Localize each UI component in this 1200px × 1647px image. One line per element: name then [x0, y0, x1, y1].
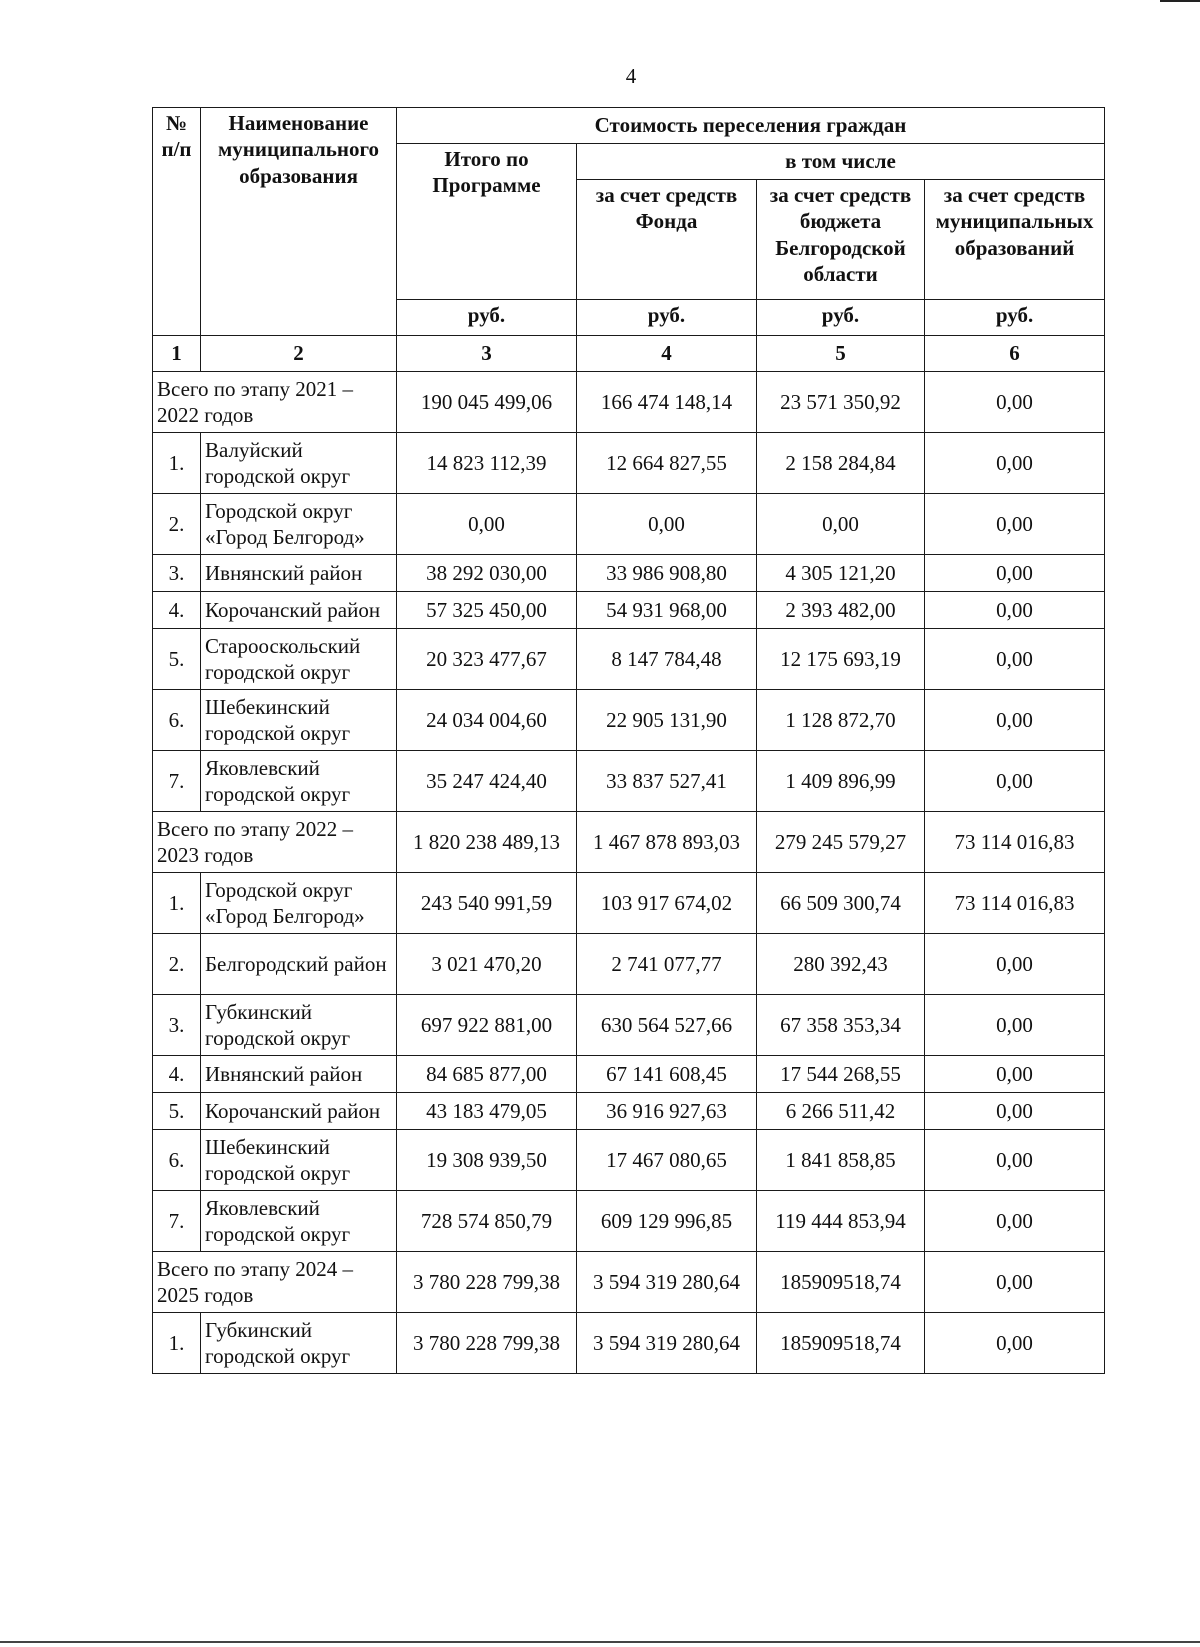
- stage-total-row: [153, 812, 1105, 873]
- row-index: 6.: [153, 690, 201, 751]
- stage-fund: 3 594 319 280,64: [577, 1252, 757, 1313]
- row-municipal: 0,00: [925, 494, 1105, 555]
- row-total: 24 034 004,60: [397, 690, 577, 751]
- table-row: [153, 1093, 1105, 1130]
- stage-region: 185909518,74: [757, 1252, 925, 1313]
- table-row: [153, 629, 1105, 690]
- row-municipality-name: Городской округ «Город Белгород»: [201, 873, 397, 934]
- header-col-fund: за счет средств Фонда: [577, 180, 757, 300]
- row-municipality-name: Корочанский район: [201, 592, 397, 629]
- row-region: 6 266 511,42: [757, 1093, 925, 1130]
- row-municipal: 0,00: [925, 1313, 1105, 1374]
- unit-total: руб.: [397, 300, 577, 336]
- row-municipality-name: Городской округ «Город Белгород»: [201, 494, 397, 555]
- header-col-num: № п/п: [153, 108, 201, 336]
- scan-edge-line: [0, 1641, 1200, 1643]
- row-fund: 17 467 080,65: [577, 1130, 757, 1191]
- row-fund: 33 986 908,80: [577, 555, 757, 592]
- row-total: 38 292 030,00: [397, 555, 577, 592]
- column-number: 1: [153, 336, 201, 372]
- stage-total-row: [153, 1252, 1105, 1313]
- table-row: [153, 751, 1105, 812]
- table-row: [153, 433, 1105, 494]
- row-fund: 67 141 608,45: [577, 1056, 757, 1093]
- column-number: 3: [397, 336, 577, 372]
- row-region: 185909518,74: [757, 1313, 925, 1374]
- stage-total: 190 045 499,06: [397, 372, 577, 433]
- table-row: [153, 934, 1105, 995]
- row-total: 57 325 450,00: [397, 592, 577, 629]
- stage-title: Всего по этапу 2021 – 2022 годов: [153, 372, 397, 433]
- row-fund: 36 916 927,63: [577, 1093, 757, 1130]
- row-fund: 12 664 827,55: [577, 433, 757, 494]
- row-index: 2.: [153, 494, 201, 555]
- row-total: 3 021 470,20: [397, 934, 577, 995]
- table-row: [153, 1130, 1105, 1191]
- row-municipal: 73 114 016,83: [925, 873, 1105, 934]
- table-row: [153, 592, 1105, 629]
- unit-region: руб.: [757, 300, 925, 336]
- stage-municipal: 0,00: [925, 372, 1105, 433]
- row-municipality-name: Шебекинский городской округ: [201, 1130, 397, 1191]
- row-total: 728 574 850,79: [397, 1191, 577, 1252]
- row-total: 35 247 424,40: [397, 751, 577, 812]
- table-row: [153, 1191, 1105, 1252]
- row-municipality-name: Губкинский городской округ: [201, 995, 397, 1056]
- table-row: [153, 995, 1105, 1056]
- stage-fund: 166 474 148,14: [577, 372, 757, 433]
- row-index: 2.: [153, 934, 201, 995]
- row-fund: 54 931 968,00: [577, 592, 757, 629]
- row-region: 1 409 896,99: [757, 751, 925, 812]
- page-number: 4: [625, 64, 637, 88]
- row-fund: 2 741 077,77: [577, 934, 757, 995]
- row-total: 43 183 479,05: [397, 1093, 577, 1130]
- row-fund: 22 905 131,90: [577, 690, 757, 751]
- column-number: 5: [757, 336, 925, 372]
- header-col-region: за счет средств бюджета Белгородской области: [757, 180, 925, 300]
- unit-fund: руб.: [577, 300, 757, 336]
- row-region: 17 544 268,55: [757, 1056, 925, 1093]
- row-region: 2 393 482,00: [757, 592, 925, 629]
- stage-fund: 1 467 878 893,03: [577, 812, 757, 873]
- table-row: [153, 555, 1105, 592]
- row-municipality-name: Ивнянский район: [201, 1056, 397, 1093]
- row-fund: 33 837 527,41: [577, 751, 757, 812]
- row-municipal: 0,00: [925, 629, 1105, 690]
- row-municipal: 0,00: [925, 555, 1105, 592]
- row-index: 3.: [153, 995, 201, 1056]
- row-municipality-name: Шебекинский городской округ: [201, 690, 397, 751]
- stage-total: 3 780 228 799,38: [397, 1252, 577, 1313]
- table-row: [153, 873, 1105, 934]
- row-region: 67 358 353,34: [757, 995, 925, 1056]
- row-total: 0,00: [397, 494, 577, 555]
- row-total: 697 922 881,00: [397, 995, 577, 1056]
- row-municipal: 0,00: [925, 1130, 1105, 1191]
- row-municipal: 0,00: [925, 934, 1105, 995]
- row-region: 12 175 693,19: [757, 629, 925, 690]
- table-body: [153, 336, 1105, 1374]
- unit-municipal: руб.: [925, 300, 1105, 336]
- scan-mark: [1160, 0, 1200, 2]
- row-region: 280 392,43: [757, 934, 925, 995]
- row-total: 19 308 939,50: [397, 1130, 577, 1191]
- row-total: 3 780 228 799,38: [397, 1313, 577, 1374]
- column-number: 2: [201, 336, 397, 372]
- header-subgroup-title: в том числе: [577, 144, 1105, 180]
- row-fund: 8 147 784,48: [577, 629, 757, 690]
- row-index: 5.: [153, 1093, 201, 1130]
- column-number-row: [153, 336, 1105, 372]
- header-col-municipal: за счет средств муниципальных образований: [925, 180, 1105, 300]
- row-fund: 3 594 319 280,64: [577, 1313, 757, 1374]
- row-total: 84 685 877,00: [397, 1056, 577, 1093]
- row-region: 1 841 858,85: [757, 1130, 925, 1191]
- table-row: [153, 1056, 1105, 1093]
- row-index: 7.: [153, 751, 201, 812]
- row-region: 4 305 121,20: [757, 555, 925, 592]
- row-municipal: 0,00: [925, 1093, 1105, 1130]
- row-municipal: 0,00: [925, 995, 1105, 1056]
- row-municipality-name: Белгородский район: [201, 934, 397, 995]
- stage-title: Всего по этапу 2022 – 2023 годов: [153, 812, 397, 873]
- row-municipality-name: Губкинский городской округ: [201, 1313, 397, 1374]
- row-index: 3.: [153, 555, 201, 592]
- row-fund: 630 564 527,66: [577, 995, 757, 1056]
- row-index: 1.: [153, 873, 201, 934]
- row-region: 0,00: [757, 494, 925, 555]
- column-number: 4: [577, 336, 757, 372]
- row-index: 1.: [153, 433, 201, 494]
- row-total: 20 323 477,67: [397, 629, 577, 690]
- row-municipality-name: Старооскольский городской округ: [201, 629, 397, 690]
- row-total: 14 823 112,39: [397, 433, 577, 494]
- row-municipality-name: Корочанский район: [201, 1093, 397, 1130]
- row-municipal: 0,00: [925, 751, 1105, 812]
- column-number: 6: [925, 336, 1105, 372]
- stage-region: 279 245 579,27: [757, 812, 925, 873]
- stage-municipal: 0,00: [925, 1252, 1105, 1313]
- stage-total-row: [153, 372, 1105, 433]
- header-group-title: Стоимость переселения граждан: [397, 108, 1105, 144]
- row-municipality-name: Яковлевский городской округ: [201, 751, 397, 812]
- row-municipality-name: Яковлевский городской округ: [201, 1191, 397, 1252]
- stage-region: 23 571 350,92: [757, 372, 925, 433]
- row-fund: 103 917 674,02: [577, 873, 757, 934]
- row-region: 2 158 284,84: [757, 433, 925, 494]
- resettlement-cost-table: [152, 107, 1105, 1374]
- header-col-name: Наименование муниципального образования: [201, 108, 397, 336]
- row-index: 4.: [153, 1056, 201, 1093]
- stage-total: 1 820 238 489,13: [397, 812, 577, 873]
- row-index: 5.: [153, 629, 201, 690]
- table-row: [153, 494, 1105, 555]
- table-row: [153, 1313, 1105, 1374]
- header-col-total: Итого по Программе: [397, 144, 577, 300]
- row-municipal: 0,00: [925, 1056, 1105, 1093]
- row-region: 119 444 853,94: [757, 1191, 925, 1252]
- row-fund: 0,00: [577, 494, 757, 555]
- row-municipal: 0,00: [925, 1191, 1105, 1252]
- row-municipal: 0,00: [925, 690, 1105, 751]
- header-row-1: [153, 108, 1105, 144]
- row-region: 1 128 872,70: [757, 690, 925, 751]
- row-municipal: 0,00: [925, 592, 1105, 629]
- stage-municipal: 73 114 016,83: [925, 812, 1105, 873]
- row-index: 4.: [153, 592, 201, 629]
- stage-title: Всего по этапу 2024 – 2025 годов: [153, 1252, 397, 1313]
- row-total: 243 540 991,59: [397, 873, 577, 934]
- row-municipality-name: Ивнянский район: [201, 555, 397, 592]
- row-municipal: 0,00: [925, 433, 1105, 494]
- row-index: 7.: [153, 1191, 201, 1252]
- table-row: [153, 690, 1105, 751]
- row-index: 6.: [153, 1130, 201, 1191]
- row-municipality-name: Валуйский городской округ: [201, 433, 397, 494]
- row-region: 66 509 300,74: [757, 873, 925, 934]
- row-fund: 609 129 996,85: [577, 1191, 757, 1252]
- row-index: 1.: [153, 1313, 201, 1374]
